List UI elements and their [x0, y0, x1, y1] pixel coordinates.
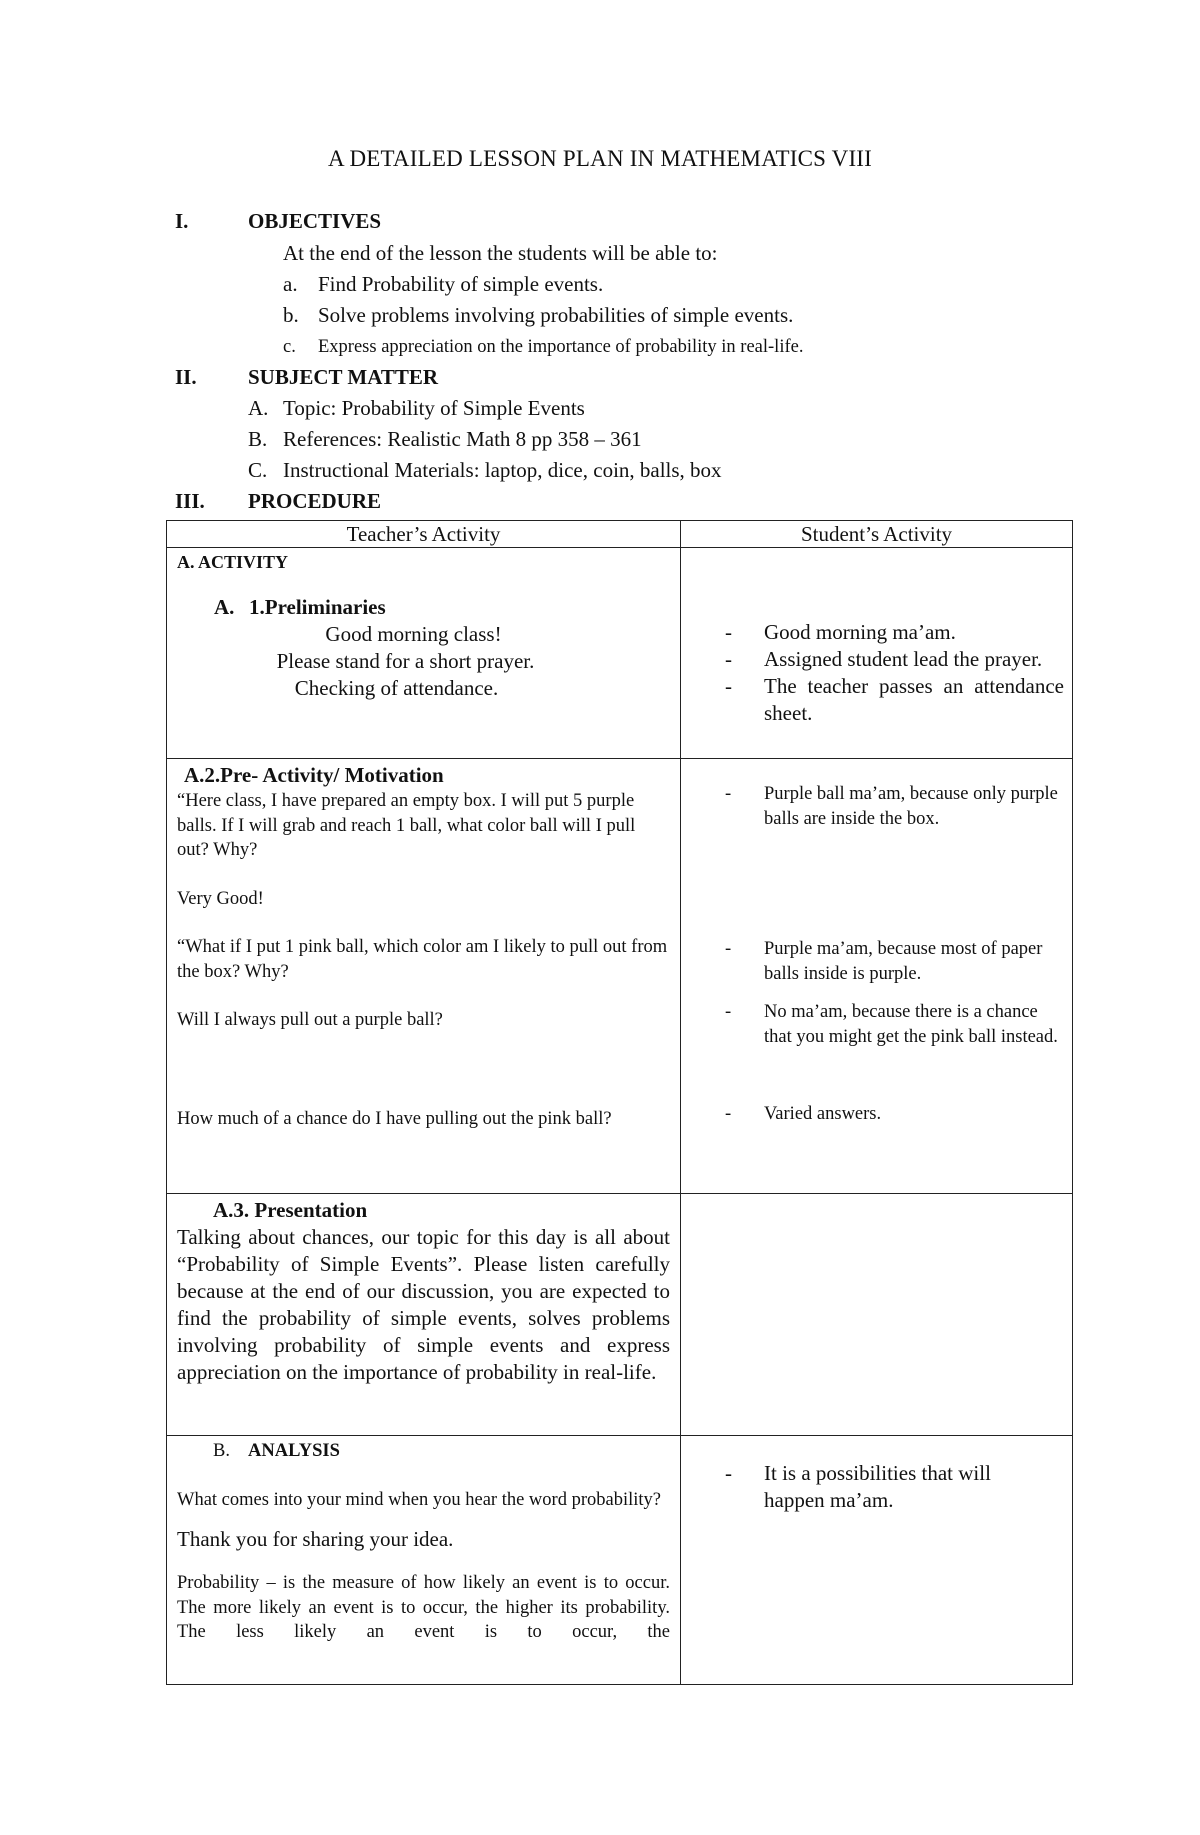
presentation-text: Talking about chances, our topic for this day is all about “Probability of Simple Events”. Please listen carefully because at the end of our discussion, you are expected to find the probability of simple events, solves problems involving probability of simple events and express appreciation on the importance of probability in real-life. — [177, 1225, 670, 1384]
presentation-heading: A.3. Presentation — [213, 1198, 368, 1222]
subject-item — [248, 427, 642, 452]
objectives-heading: OBJECTIVES — [248, 209, 382, 233]
response-text: Assigned student lead the prayer. — [764, 647, 1043, 671]
objective-item — [283, 337, 803, 358]
response-text: The teacher passes an attendance sheet. — [764, 674, 1064, 725]
analysis-question: What comes into your mind when you hear the word probability? — [177, 1489, 661, 1510]
student-response — [681, 937, 1072, 986]
table-row — [167, 1194, 1073, 1436]
student-cell — [681, 759, 1073, 1194]
objectives-number: I. — [175, 209, 189, 233]
procedure-heading: PROCEDURE — [248, 489, 382, 513]
analysis-title: ANALYSIS — [248, 1441, 340, 1461]
subject-item — [248, 458, 722, 483]
objective-item — [283, 303, 793, 328]
subject-text: Topic: Probability of Simple Events — [283, 396, 585, 420]
table-row — [167, 759, 1073, 1194]
response-text: Varied answers. — [764, 1104, 882, 1124]
objectives-intro: At the end of the lesson the students will be able to: — [283, 241, 718, 265]
bullet-dash: - — [725, 647, 732, 671]
student-cell — [681, 548, 1073, 759]
objective-item — [283, 272, 603, 297]
teacher-cell — [167, 1436, 681, 1685]
motivation-question: “Here class, I have prepared an empty box. I will put 5 purple balls. If I will grab and reach 1 ball, what color ball will I pull out? Why? — [177, 791, 636, 860]
subject-marker: A. — [248, 396, 269, 420]
bullet-dash: - — [725, 939, 732, 959]
student-response — [681, 1460, 1072, 1514]
objective-text: Solve problems involving probabilities of simple events. — [318, 303, 794, 327]
analysis-heading — [177, 1439, 670, 1464]
teacher-cell — [167, 548, 681, 759]
preliminaries-label: 1.Preliminaries — [249, 594, 386, 619]
student-cell — [681, 1436, 1073, 1685]
bullet-dash: - — [725, 674, 732, 698]
student-activity-header: Student’s Activity — [681, 521, 1073, 548]
teacher-line: Good morning class! — [325, 621, 502, 646]
student-response — [681, 1102, 1072, 1127]
teacher-line: Checking of attendance. — [294, 675, 499, 700]
teacher-cell — [167, 759, 681, 1194]
bullet-dash: - — [725, 1461, 732, 1485]
subject-number: II. — [175, 365, 197, 389]
bullet-dash: - — [725, 1002, 732, 1022]
activity-heading: A. ACTIVITY — [177, 552, 289, 572]
analysis-marker: B. — [213, 1441, 230, 1461]
subject-text: References: Realistic Math 8 pp 358 – 361 — [283, 427, 642, 451]
table-header-row — [167, 521, 1073, 548]
teacher-line: Please stand for a short prayer. — [276, 648, 535, 673]
student-response — [681, 673, 1072, 727]
response-text: Purple ball ma’am, because only purple balls are inside the box. — [764, 784, 1058, 829]
student-response — [681, 646, 1072, 673]
table-row — [167, 1436, 1073, 1685]
objective-marker: c. — [283, 337, 296, 357]
probability-definition: Probability – is the measure of how likely an event is to occur. The more likely an event is to occur, the higher its probability. The less likely an event is to occur, the — [177, 1573, 670, 1642]
procedure-table — [166, 520, 1073, 1685]
student-response — [681, 619, 1072, 646]
bullet-dash: - — [725, 784, 732, 804]
subject-marker: B. — [248, 427, 268, 451]
objective-text: Find Probability of simple events. — [318, 272, 604, 296]
response-text: Good morning ma’am. — [764, 620, 956, 644]
document-title: A DETAILED LESSON PLAN IN MATHEMATICS VIII — [327, 146, 873, 171]
motivation-question: Will I always pull out a purple ball? — [177, 1010, 443, 1030]
subject-marker: C. — [248, 458, 268, 482]
student-response — [681, 782, 1072, 831]
preliminaries-title — [177, 594, 670, 621]
teacher-activity-header: Teacher’s Activity — [167, 521, 681, 548]
motivation-heading: A.2.Pre- Activity/ Motivation — [184, 763, 444, 787]
preliminaries-marker: A. — [214, 594, 235, 619]
motivation-question: How much of a chance do I have pulling out the pink ball? — [177, 1108, 612, 1129]
subject-heading: SUBJECT MATTER — [248, 365, 439, 389]
bullet-dash: - — [725, 1104, 732, 1124]
objective-text: Express appreciation on the importance of probability in real-life. — [318, 337, 804, 357]
teacher-cell — [167, 1194, 681, 1436]
response-text: It is a possibilities that will happen ma’am. — [764, 1461, 991, 1512]
procedure-number: III. — [175, 489, 205, 513]
analysis-thanks: Thank you for sharing your idea. — [177, 1527, 454, 1551]
table-row — [167, 548, 1073, 759]
subject-item — [248, 396, 585, 421]
response-text: Purple ma’am, because most of paper balls inside is purple. — [764, 939, 1043, 984]
bullet-dash: - — [725, 620, 732, 644]
objective-marker: b. — [283, 303, 299, 327]
objective-marker: a. — [283, 272, 298, 296]
motivation-feedback: Very Good! — [177, 888, 264, 909]
subject-text: Instructional Materials: laptop, dice, coin, balls, box — [283, 458, 722, 482]
student-response — [681, 1000, 1072, 1049]
student-cell — [681, 1194, 1073, 1436]
motivation-question: “What if I put 1 pink ball, which color am I likely to pull out from the box? Why? — [177, 937, 668, 982]
response-text: No ma’am, because there is a chance that you might get the pink ball instead. — [764, 1002, 1058, 1047]
